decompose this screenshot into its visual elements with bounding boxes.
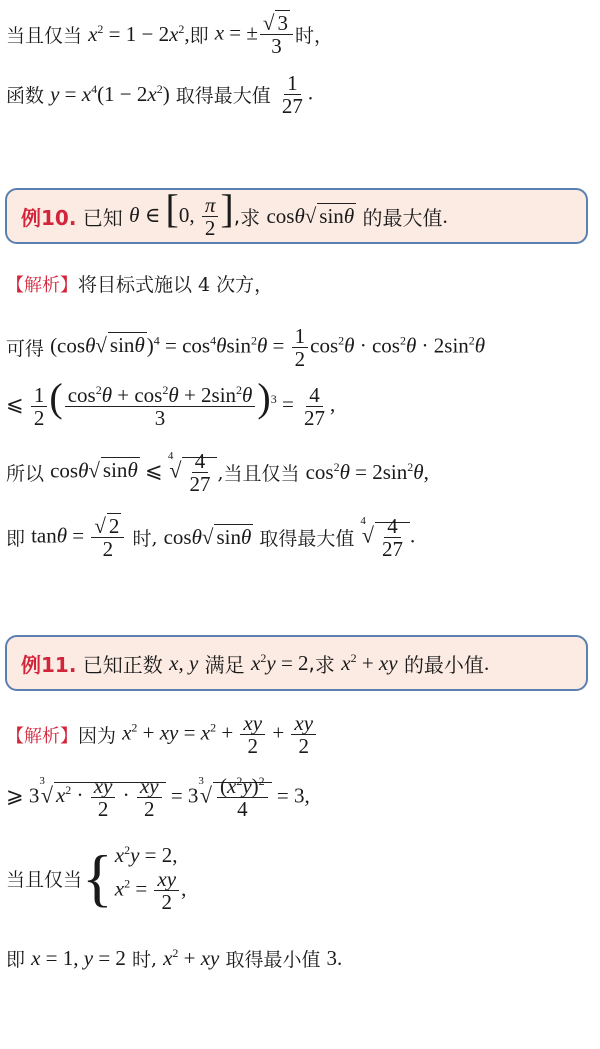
ex9-line1: 当且仅当 $x^2 = 1 - 2x^2$, 即 x = ± $\frac{√ 3}{3}$ 时 ，: [6, 11, 333, 59]
ex10-step2: ⩽ $\frac{1}{2}$ ( $\frac{\cos^2\theta + \cos^2\theta + 2\sin^2\theta}{3}$ )$^3$ = $\frac{4}{27}$ ,: [6, 375, 336, 430]
ex11-step1: 【解析】 因为 $x^2$ + xy = $x^2$ + $\frac{xy}{2}$ + $\frac{xy}{2}$: [6, 712, 318, 757]
ex10-intro: 【解析】 将目标式施以 4 次方，: [6, 274, 274, 296]
example-10-box: 例10. 已知 θ ∈ [0, $\frac{\pi}{2}$ ] , 求 cosθ√ sinθ 的最大值 .: [5, 188, 588, 244]
ex11-step2: ⩾ $3^3√$ $x^2$ · $\frac{xy}{2}$ · $\frac{xy}{2}$ = $3^3√$ $\frac{(x^2y)^2}{4}$ = 3,: [6, 774, 310, 822]
example-10-label: 例10.: [21, 205, 77, 230]
ex10-step1: 可得 (cosθ√ $\sin\theta)^4 = \cos^4\theta\sin^2\theta$ = $\frac{1}{2}$ $\cos^2\theta \cdot \cos^2\theta \cdot 2\sin^2\theta$: [6, 324, 486, 372]
ex10-step3: 所以 cosθ√ sinθ ⩽ $^4$√ $\frac{4}{27}$ , 当且仅当 $\cos^2\theta = 2\sin^2\theta$,: [6, 449, 429, 497]
example-11-box: 例11. 已知 正数 x, y 满足 $x^2y = 2$ , 求 $x^2$ + xy 的最小值 .: [5, 635, 588, 691]
ex9-line2: 函数 $y = x^4(1 - 2x^2)$ 取得最大值 $\frac{1}{27}$ .: [6, 71, 314, 119]
example-11-label: 例11.: [21, 652, 77, 677]
ex11-step4: 即 x = 1, y = 2 时 , $x^2$ + xy 取得最小值 3.: [6, 946, 343, 971]
ex11-step3: 当且仅当 { $x^2y = 2$, $x^2$ = $\frac{xy}{2}$ ,: [6, 842, 187, 915]
ex10-step4: 即 tanθ = $\frac{√ 2}{2}$ 时 , cosθ√ sinθ 取得最大值 $^4$√ $\frac{4}{27}$ .: [6, 514, 416, 562]
